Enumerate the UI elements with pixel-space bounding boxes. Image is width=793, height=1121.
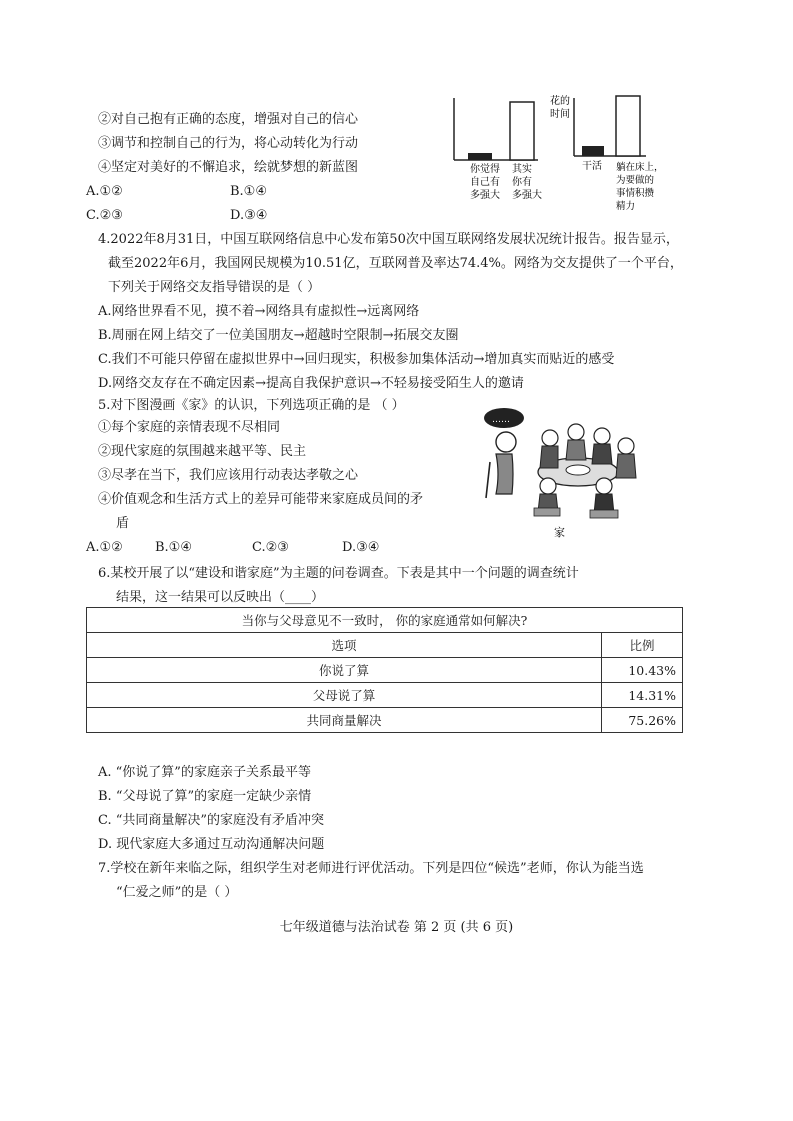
bar-lying-bed: [616, 96, 640, 156]
q4-option-c: C.我们不可能只停留在虚拟世界中→回归现实，积极参加集体活动→增加真实而贴近的感受: [98, 352, 615, 367]
q3-item-4: ④坚定对美好的不懈追求，绘就梦想的新蓝图: [98, 160, 359, 175]
bar4-label-line1: 躺在床上，: [616, 162, 664, 173]
q5-option-b: B.①④: [155, 540, 192, 555]
q3-item-3: ③调节和控制自己的行为，将心动转化为行动: [98, 136, 359, 151]
survey-ratio-cell: 75.26%: [602, 708, 683, 733]
q5-family-cartoon: [478, 402, 648, 542]
q3-option-b: B.①④: [230, 184, 267, 199]
table-row: [87, 708, 683, 733]
page-footer: 七年级道德与法治试卷 第 2 页 (共 6 页): [279, 920, 514, 935]
table-row: [87, 683, 683, 708]
q5-option-c: C.②③: [252, 540, 289, 555]
q5-item-4-cont: 盾: [116, 516, 130, 531]
left-label-line1: 你觉得: [470, 164, 500, 175]
bar-work: [582, 146, 604, 156]
right-label-line3: 多强大: [512, 190, 542, 201]
survey-header-option: 选项: [87, 633, 602, 658]
q5-option-d: D.③④: [342, 540, 380, 555]
survey-ratio-cell: 10.43%: [602, 658, 683, 683]
q3-option-a: A.①②: [86, 184, 123, 199]
q5-stem: 5.对下图漫画《家》的认识，下列选项正确的是 （ ）: [98, 398, 405, 413]
table-row: [87, 658, 683, 683]
right-label-line2: 你有: [512, 177, 532, 188]
q4-option-d: D.网络交友存在不确定因素→提高自我保护意识→不轻易接受陌生人的邀请: [98, 376, 524, 391]
q4-stem-line3: 下列关于网络交友指导错误的是（ ）: [108, 280, 321, 295]
q7-stem-line1: 7.学校在新年来临之际，组织学生对老师进行评优活动。下列是四位“候选”老师，你认为能当选: [98, 861, 644, 876]
q6-option-c: C. “共同商量解决”的家庭没有矛盾冲突: [98, 813, 325, 828]
q5-option-a: A.①②: [86, 540, 123, 555]
survey-ratio-cell: 14.31%: [602, 683, 683, 708]
q3-option-d: D.③④: [230, 208, 268, 223]
q5-item-2: ②现代家庭的氛围越来越平等、民主: [98, 444, 307, 459]
q6-stem-line2: 结果，这一结果可以反映出（____）: [116, 590, 325, 605]
bar-think-strong: [468, 153, 492, 160]
right-label-line1: 其实: [512, 164, 532, 175]
q6-option-a: A. “你说了算”的家庭亲子关系最平等: [98, 765, 311, 780]
q4-stem-line1: 4.2022年8月31日，中国互联网络信息中心发布第50次中国互联网络发展状况统计报告。报告显示，: [98, 232, 679, 247]
family-cartoon-caption: 家: [554, 526, 565, 539]
axis-label-line2: 时间: [550, 109, 570, 120]
survey-option-cell: 父母说了算: [87, 683, 602, 708]
survey-table: [86, 607, 683, 733]
bar3-label: 干活: [582, 161, 602, 172]
survey-option-cell: 你说了算: [87, 658, 602, 683]
bar4-label-line4: 精力: [616, 201, 636, 212]
q6-option-b: B. “父母说了算”的家庭一定缺少亲情: [98, 789, 312, 804]
q3-cartoon-figure: [450, 90, 680, 225]
left-label-line3: 多强大: [470, 190, 500, 201]
survey-option-cell: 共同商量解决: [87, 708, 602, 733]
q3-item-2: ②对自己抱有正确的态度，增强对自己的信心: [98, 112, 359, 127]
q5-item-4: ④价值观念和生活方式上的差异可能带来家庭成员间的矛: [98, 492, 424, 507]
bar4-label-line2: 为要做的: [616, 175, 655, 186]
q4-option-b: B.周丽在网上结交了一位美国朋友→超越时空限制→拓展交友圈: [98, 328, 459, 343]
bar-actually-strong: [510, 102, 534, 160]
axis-label-line1: 花的: [550, 96, 570, 107]
q5-item-3: ③尽孝在当下，我们应该用行动表达孝敬之心: [98, 468, 359, 483]
left-label-line2: 自己有: [470, 177, 500, 188]
q4-stem-line2: 截至2022年6月，我国网民规模为10.51亿，互联网普及率达74.4%。网络为交友提供了一个平台，: [108, 256, 683, 271]
q4-option-a: A.网络世界看不见，摸不着→网络具有虚拟性→远离网络: [98, 304, 420, 319]
q7-stem-line2: “仁爱之师”的是（ ）: [116, 885, 238, 900]
svg-text:……: ……: [492, 415, 510, 425]
survey-header-ratio: 比例: [602, 633, 683, 658]
q3-option-c: C.②③: [86, 208, 123, 223]
bar4-label-line3: 事情积攒: [616, 188, 655, 199]
survey-question: 当你与父母意见不一致时， 你的家庭通常如何解决?: [87, 608, 683, 633]
q5-item-1: ①每个家庭的亲情表现不尽相同: [98, 420, 281, 435]
q6-stem-line1: 6.某校开展了以“建设和谐家庭”为主题的问卷调查。下表是其中一个问题的调查统计: [98, 566, 579, 581]
q6-option-d: D. 现代家庭大多通过互动沟通解决问题: [98, 837, 325, 852]
